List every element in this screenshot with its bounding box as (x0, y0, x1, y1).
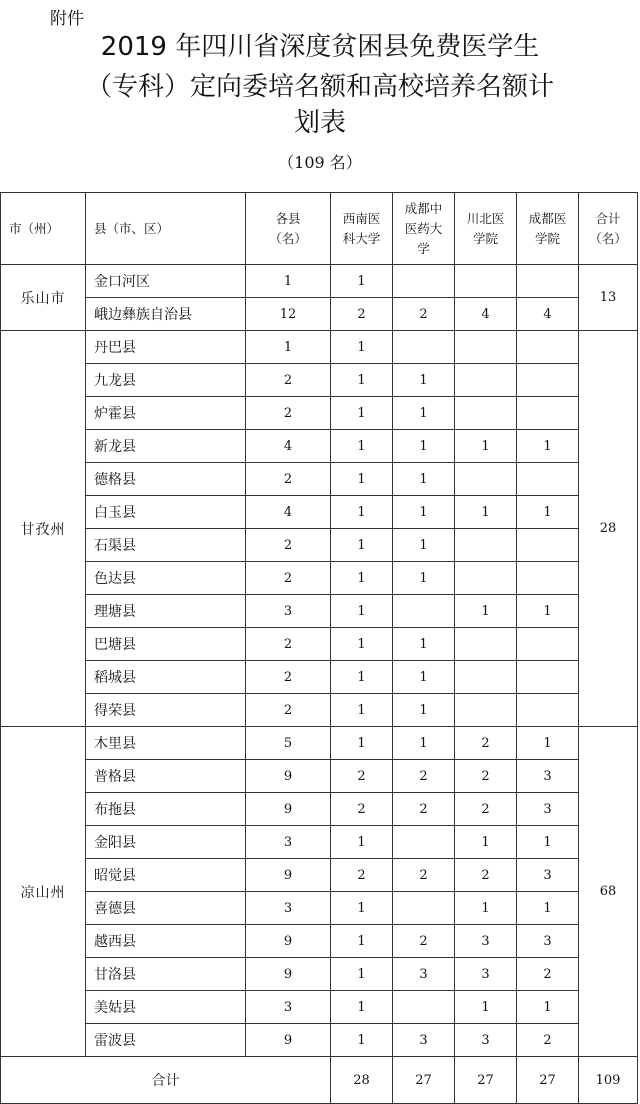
cell-cdmc: 3 (517, 760, 579, 793)
cell-quota: 2 (246, 661, 331, 694)
cell-swmu: 1 (331, 628, 393, 661)
cell-cdmc: 4 (517, 298, 579, 331)
cell-cdutcm (393, 595, 455, 628)
cell-cdutcm: 2 (393, 859, 455, 892)
county-name: 白玉县 (86, 496, 246, 529)
county-name: 石渠县 (86, 529, 246, 562)
cell-cdmc (517, 562, 579, 595)
cell-cdmc: 1 (517, 892, 579, 925)
title-line-3: 划表 (293, 108, 346, 138)
cell-quota: 9 (246, 1024, 331, 1057)
table-row (1, 364, 638, 397)
cell-cdutcm: 3 (393, 958, 455, 991)
cell-swmu: 1 (331, 265, 393, 298)
region-total: 68 (579, 727, 638, 1057)
header-swmu: 西南医 科大学 (331, 193, 393, 265)
cell-cdutcm: 1 (393, 628, 455, 661)
cell-swmu: 1 (331, 463, 393, 496)
region-name: 凉山州 (1, 727, 86, 1057)
cell-swmu: 1 (331, 958, 393, 991)
table-row (1, 430, 638, 463)
cell-cdutcm: 2 (393, 298, 455, 331)
cell-quota: 3 (246, 595, 331, 628)
cell-quota: 2 (246, 562, 331, 595)
header-row (1, 193, 638, 265)
cell-quota: 3 (246, 991, 331, 1024)
cell-swmu: 1 (331, 892, 393, 925)
cell-cdmc (517, 529, 579, 562)
header-cdmc: 成都医 学院 (517, 193, 579, 265)
cell-cdmc: 1 (517, 727, 579, 760)
cell-quota: 9 (246, 793, 331, 826)
table-row (1, 298, 638, 331)
cell-nsmc (455, 331, 517, 364)
county-name: 新龙县 (86, 430, 246, 463)
cell-cdutcm (393, 826, 455, 859)
cell-nsmc (455, 529, 517, 562)
cell-swmu: 1 (331, 826, 393, 859)
table-row (1, 793, 638, 826)
cell-nsmc: 1 (455, 496, 517, 529)
county-name: 九龙县 (86, 364, 246, 397)
cell-swmu: 1 (331, 694, 393, 727)
county-name: 巴塘县 (86, 628, 246, 661)
cell-cdutcm (393, 331, 455, 364)
county-name: 炉霍县 (86, 397, 246, 430)
header-per-county: 各县 （名） (246, 193, 331, 265)
county-name: 布拖县 (86, 793, 246, 826)
cell-swmu: 1 (331, 925, 393, 958)
county-name: 理塘县 (86, 595, 246, 628)
cell-quota: 2 (246, 397, 331, 430)
cell-swmu: 1 (331, 1024, 393, 1057)
cell-swmu: 1 (331, 397, 393, 430)
cell-nsmc: 3 (455, 925, 517, 958)
header-subtotal: 合计 （名） (579, 193, 638, 265)
county-name: 得荣县 (86, 694, 246, 727)
table-row (1, 562, 638, 595)
cell-nsmc (455, 628, 517, 661)
county-name: 峨边彝族自治县 (86, 298, 246, 331)
cell-quota: 1 (246, 265, 331, 298)
table-row (1, 991, 638, 1024)
cell-cdmc: 1 (517, 430, 579, 463)
totals-row (1, 1057, 638, 1104)
header-cdutcm: 成都中 医药大 学 (393, 193, 455, 265)
total-note: （109 名） (278, 153, 362, 172)
cell-nsmc: 1 (455, 991, 517, 1024)
cell-cdmc: 3 (517, 793, 579, 826)
table-row (1, 628, 638, 661)
cell-cdmc (517, 661, 579, 694)
cell-nsmc: 2 (455, 793, 517, 826)
table-row (1, 1024, 638, 1057)
cell-cdmc: 3 (517, 925, 579, 958)
cell-quota: 4 (246, 430, 331, 463)
cell-quota: 9 (246, 925, 331, 958)
table-row (1, 958, 638, 991)
cell-nsmc (455, 694, 517, 727)
cell-cdutcm: 1 (393, 727, 455, 760)
cell-swmu: 1 (331, 364, 393, 397)
county-name: 甘洛县 (86, 958, 246, 991)
cell-cdutcm: 1 (393, 562, 455, 595)
cell-swmu: 2 (331, 760, 393, 793)
cell-swmu: 1 (331, 529, 393, 562)
county-name: 越西县 (86, 925, 246, 958)
county-name: 稻城县 (86, 661, 246, 694)
cell-swmu: 1 (331, 496, 393, 529)
cell-swmu: 2 (331, 793, 393, 826)
cell-cdutcm: 3 (393, 1024, 455, 1057)
cell-nsmc: 1 (455, 892, 517, 925)
total-nsmc: 27 (455, 1057, 517, 1104)
cell-cdutcm: 1 (393, 430, 455, 463)
cell-quota: 2 (246, 628, 331, 661)
cell-cdmc: 1 (517, 991, 579, 1024)
region-total: 13 (579, 265, 638, 331)
cell-nsmc: 1 (455, 826, 517, 859)
county-name: 喜德县 (86, 892, 246, 925)
cell-cdmc (517, 628, 579, 661)
table-row (1, 760, 638, 793)
cell-nsmc (455, 562, 517, 595)
cell-nsmc (455, 364, 517, 397)
table-row (1, 925, 638, 958)
county-name: 德格县 (86, 463, 246, 496)
cell-cdutcm: 2 (393, 925, 455, 958)
table-row (1, 265, 638, 298)
cell-cdutcm (393, 892, 455, 925)
cell-cdmc: 3 (517, 859, 579, 892)
cell-quota: 3 (246, 826, 331, 859)
cell-cdmc: 1 (517, 826, 579, 859)
county-name: 昭觉县 (86, 859, 246, 892)
cell-cdutcm (393, 265, 455, 298)
cell-swmu: 1 (331, 430, 393, 463)
header-nsmc: 川北医 学院 (455, 193, 517, 265)
county-name: 色达县 (86, 562, 246, 595)
cell-quota: 4 (246, 496, 331, 529)
cell-nsmc (455, 661, 517, 694)
title-line-2: （专科）定向委培名额和高校培养名额计 (85, 72, 554, 102)
cell-cdutcm: 1 (393, 397, 455, 430)
cell-nsmc (455, 265, 517, 298)
table-row (1, 529, 638, 562)
table-row (1, 859, 638, 892)
cell-swmu: 1 (331, 595, 393, 628)
cell-swmu: 2 (331, 859, 393, 892)
cell-swmu: 1 (331, 562, 393, 595)
cell-quota: 9 (246, 859, 331, 892)
total-grand: 109 (579, 1057, 638, 1104)
cell-quota: 2 (246, 364, 331, 397)
cell-nsmc (455, 463, 517, 496)
cell-nsmc: 2 (455, 760, 517, 793)
header-county: 县（市、区） (86, 193, 246, 265)
total-cdmc: 27 (517, 1057, 579, 1104)
cell-cdutcm: 2 (393, 793, 455, 826)
table-row (1, 397, 638, 430)
cell-nsmc: 1 (455, 430, 517, 463)
cell-cdutcm: 1 (393, 529, 455, 562)
cell-swmu: 1 (331, 331, 393, 364)
table-row (1, 595, 638, 628)
region-total: 28 (579, 331, 638, 727)
cell-cdutcm: 1 (393, 364, 455, 397)
table-row (1, 826, 638, 859)
cell-nsmc: 3 (455, 958, 517, 991)
cell-cdmc (517, 397, 579, 430)
county-name: 美姑县 (86, 991, 246, 1024)
cell-nsmc: 3 (455, 1024, 517, 1057)
cell-cdmc (517, 463, 579, 496)
cell-cdutcm (393, 991, 455, 1024)
county-name: 丹巴县 (86, 331, 246, 364)
cell-quota: 9 (246, 760, 331, 793)
cell-nsmc: 1 (455, 595, 517, 628)
table-row (1, 463, 638, 496)
cell-cdutcm: 2 (393, 760, 455, 793)
cell-quota: 12 (246, 298, 331, 331)
table-row (1, 727, 638, 760)
county-name: 普格县 (86, 760, 246, 793)
cell-cdmc: 2 (517, 958, 579, 991)
region-name: 乐山市 (1, 265, 86, 331)
cell-quota: 2 (246, 529, 331, 562)
quota-table (0, 192, 638, 1104)
table-body (1, 265, 638, 1057)
cell-cdmc (517, 331, 579, 364)
cell-cdmc: 2 (517, 1024, 579, 1057)
cell-cdmc: 1 (517, 496, 579, 529)
totals-label: 合计 (1, 1057, 331, 1104)
cell-nsmc: 2 (455, 727, 517, 760)
cell-quota: 9 (246, 958, 331, 991)
title-line-1: 2019 年四川省深度贫困县免费医学生 (100, 32, 540, 62)
cell-quota: 5 (246, 727, 331, 760)
county-name: 木里县 (86, 727, 246, 760)
cell-nsmc: 2 (455, 859, 517, 892)
cell-swmu: 1 (331, 661, 393, 694)
cell-quota: 1 (246, 331, 331, 364)
cell-swmu: 2 (331, 298, 393, 331)
table-row (1, 661, 638, 694)
cell-quota: 2 (246, 694, 331, 727)
table-row (1, 496, 638, 529)
cell-cdmc (517, 265, 579, 298)
total-swmu: 28 (331, 1057, 393, 1104)
county-name: 雷波县 (86, 1024, 246, 1057)
cell-cdutcm: 1 (393, 463, 455, 496)
header-city: 市（州） (1, 193, 86, 265)
cell-cdutcm: 1 (393, 694, 455, 727)
cell-nsmc (455, 397, 517, 430)
total-cdutcm: 27 (393, 1057, 455, 1104)
table-row (1, 892, 638, 925)
cell-swmu: 1 (331, 727, 393, 760)
region-name: 甘孜州 (1, 331, 86, 727)
cell-quota: 2 (246, 463, 331, 496)
county-name: 金阳县 (86, 826, 246, 859)
cell-cdmc (517, 694, 579, 727)
cell-cdmc: 1 (517, 595, 579, 628)
cell-swmu: 1 (331, 991, 393, 1024)
cell-cdutcm: 1 (393, 661, 455, 694)
table-row (1, 694, 638, 727)
cell-nsmc: 4 (455, 298, 517, 331)
table-row (1, 331, 638, 364)
county-name: 金口河区 (86, 265, 246, 298)
cell-cdmc (517, 364, 579, 397)
attachment-label: 附件 (50, 9, 84, 29)
cell-cdutcm: 1 (393, 496, 455, 529)
cell-quota: 3 (246, 892, 331, 925)
